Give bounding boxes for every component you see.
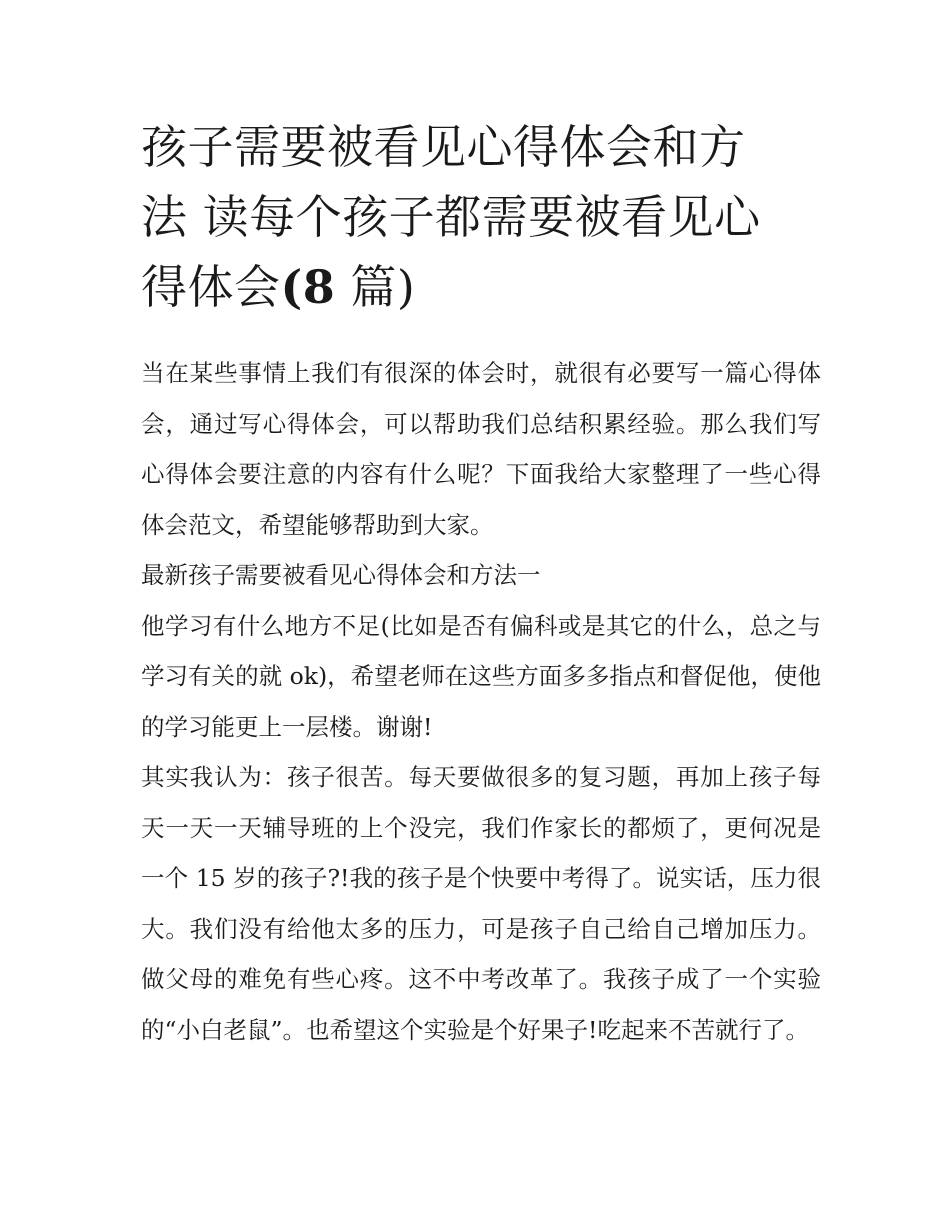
document-title	[141, 112, 821, 322]
document-page	[141, 112, 821, 1055]
intro-paragraph: 当在某些事情上我们有很深的体会时，就很有必要写一篇心得体会，通过写心得体会，可以帮助我们总结积累经验。那么我们写心得体会要注意的内容有什么呢？下面我给大家整理了一些心得体会范文，希望能够帮助到大家。	[141, 359, 821, 539]
document-body	[141, 348, 821, 1055]
title-line-3-prefix: 得体会	[141, 260, 281, 314]
title-line-3-bold: (8	[280, 260, 336, 314]
title-line-1: 孩子需要被看见心得体会和方	[141, 120, 746, 174]
body-paragraph: 其实我认为：孩子很苦。每天要做很多的复习题，再加上孩子每天一天一天辅导班的上个没完，我们作家长的都烦了，更何况是一个 15 岁的孩子?!我的孩子是个快要中考得了。说实话，压力很大。我们没有给他太多的压力，可是孩子自己给自己增加压力。做父母的难免有些心疼。这不中考改革了。我孩子成了一个实验的“小白老鼠”。也希望这个实验是个好果子!吃起来不苦就行了。	[141, 763, 821, 1044]
title-line-2: 法 读每个孩子都需要被看见心	[141, 190, 761, 244]
title-line-3-suffix: 篇)	[335, 260, 416, 314]
body-paragraph: 他学习有什么地方不足(比如是否有偏科或是其它的什么，总之与学习有关的就 ok)，希望老师在这些方面多多指点和督促他，使他的学习能更上一层楼。谢谢!	[141, 611, 821, 741]
section-heading: 最新孩子需要被看见心得体会和方法一	[141, 561, 541, 589]
